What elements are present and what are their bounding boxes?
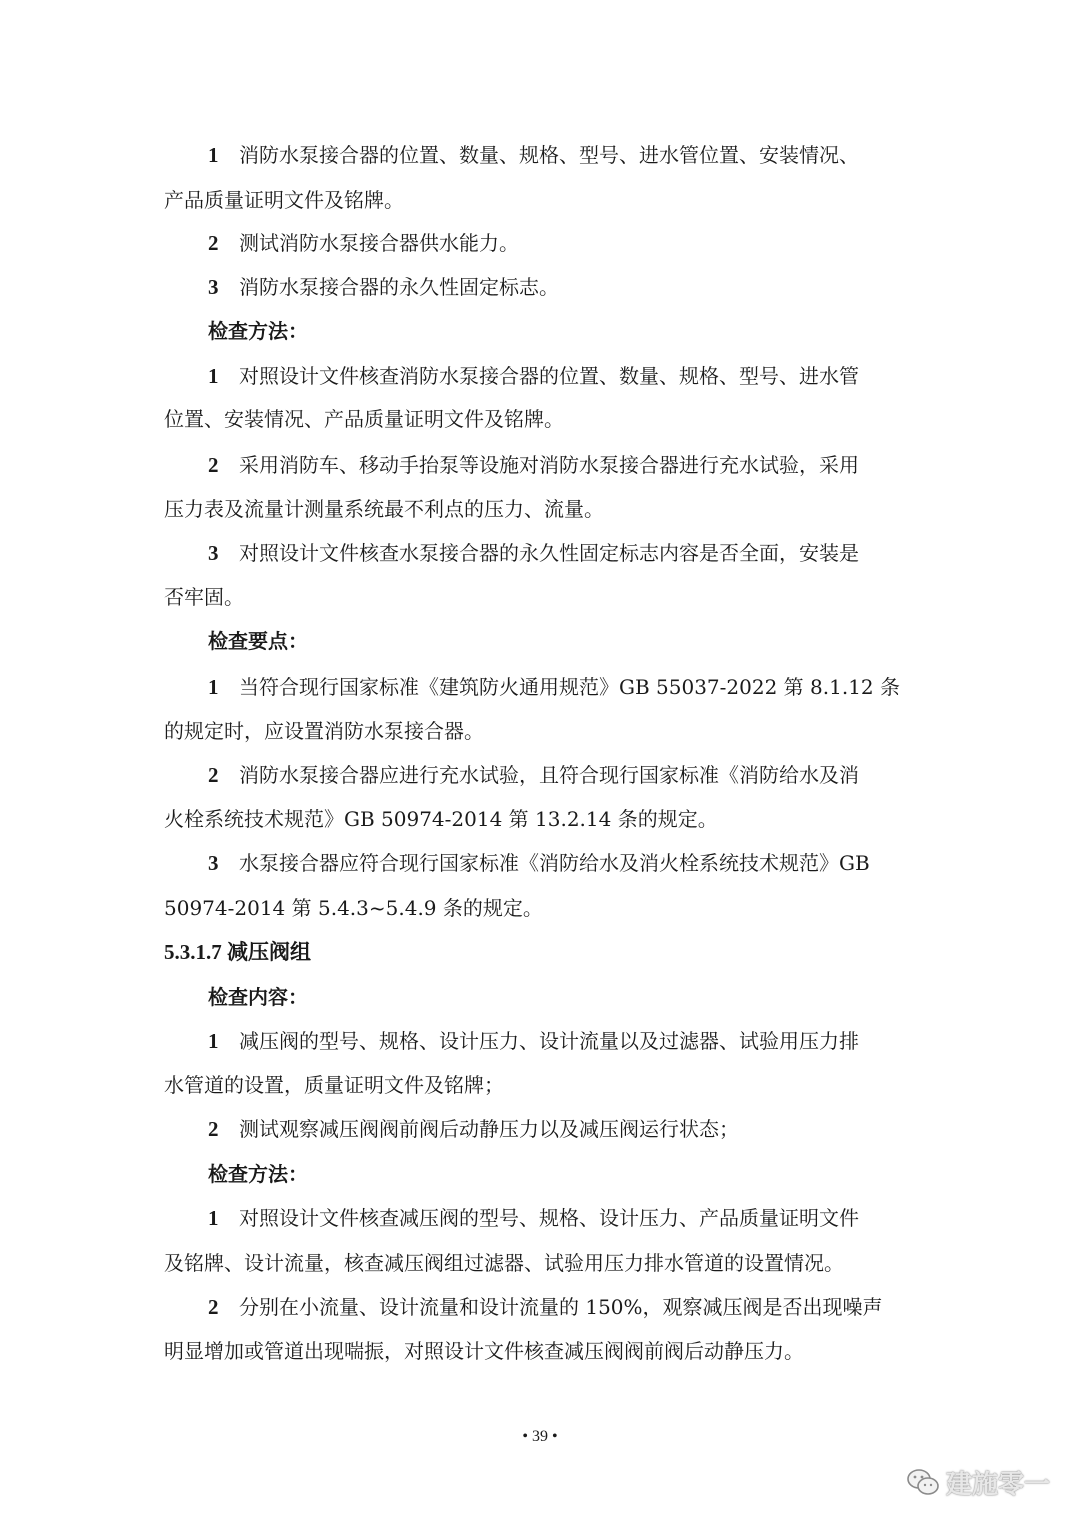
point-item-1 (208, 672, 900, 702)
item-text: 消防水泵接合器应进行充水试验，且符合现行国家标准《消防给水及消 (239, 763, 859, 787)
heading-check-points: 检查要点： (208, 629, 308, 653)
item-number: 1 (208, 143, 219, 167)
method2-item-1-cont: 及铭牌、设计流量，核查减压阀组过滤器、试验用压力排水管道的设置情况。 (164, 1251, 844, 1275)
item-number: 1 (208, 1029, 219, 1053)
item-text: 消防水泵接合器的位置、数量、规格、型号、进水管位置、安装情况、 (239, 143, 859, 167)
page-number: • 39 • (522, 1428, 558, 1445)
point-item-2-cont: 火栓系统技术规范》GB 50974-2014 第 13.2.14 条的规定。 (164, 807, 718, 831)
item-text: 减压阀的型号、规格、设计压力、设计流量以及过滤器、试验用压力排 (239, 1029, 859, 1053)
point-item-1-cont: 的规定时，应设置消防水泵接合器。 (164, 719, 484, 743)
heading-check-method-2: 检查方法： (208, 1162, 308, 1186)
item-number: 2 (208, 453, 219, 477)
method2-item-1 (208, 1203, 859, 1233)
section-heading: 5.3.1.7 减压阀组 (164, 940, 311, 964)
item-text: 测试观察减压阀阀前阀后动静压力以及减压阀运行状态； (239, 1117, 739, 1141)
item-number: 1 (208, 364, 219, 388)
heading-check-content: 检查内容： (208, 985, 308, 1009)
item-number: 2 (208, 1295, 219, 1319)
method-item-1-cont: 位置、安装情况、产品质量证明文件及铭牌。 (164, 407, 564, 431)
method-item-2 (208, 450, 859, 480)
method2-item-2 (208, 1292, 883, 1322)
heading-check-method: 检查方法： (208, 319, 308, 343)
method-item-3-cont: 否牢固。 (164, 585, 244, 609)
item-number: 2 (208, 763, 219, 787)
item-text: 对照设计文件核查减压阀的型号、规格、设计压力、产品质量证明文件 (239, 1206, 859, 1230)
item-number: 2 (208, 1117, 219, 1141)
method-item-1 (208, 361, 859, 391)
point-item-3 (208, 848, 870, 878)
item-text: 对照设计文件核查消防水泵接合器的位置、数量、规格、型号、进水管 (239, 364, 859, 388)
content2-item-2 (208, 1114, 739, 1144)
method2-item-2-cont: 明显增加或管道出现喘振，对照设计文件核查减压阀阀前阀后动静压力。 (164, 1339, 804, 1363)
method-item-2-cont: 压力表及流量计测量系统最不利点的压力、流量。 (164, 497, 604, 521)
watermark (906, 1462, 1050, 1502)
item-text: 测试消防水泵接合器供水能力。 (239, 231, 519, 255)
content2-item-1-cont: 水管道的设置，质量证明文件及铭牌； (164, 1073, 504, 1097)
content-item-1 (208, 140, 859, 170)
content-item-3 (208, 272, 559, 302)
point-item-3-cont: 50974-2014 第 5.4.3~5.4.9 条的规定。 (164, 896, 543, 920)
item-text: 水泵接合器应符合现行国家标准《消防给水及消火栓系统技术规范》GB (239, 851, 870, 875)
item-text: 分别在小流量、设计流量和设计流量的 150%，观察减压阀是否出现噪声 (239, 1295, 883, 1319)
wechat-icon (906, 1467, 940, 1497)
item-number: 3 (208, 541, 219, 565)
content2-item-1 (208, 1026, 859, 1056)
item-text: 当符合现行国家标准《建筑防火通用规范》GB 55037-2022 第 8.1.12 条 (239, 675, 900, 699)
content-item-1-cont: 产品质量证明文件及铭牌。 (164, 188, 404, 212)
item-number: 2 (208, 231, 219, 255)
point-item-2 (208, 760, 859, 790)
item-number: 3 (208, 275, 219, 299)
method-item-3 (208, 538, 859, 568)
item-text: 消防水泵接合器的永久性固定标志。 (239, 275, 559, 299)
content-item-2 (208, 228, 519, 258)
item-number: 3 (208, 851, 219, 875)
item-number: 1 (208, 1206, 219, 1230)
watermark-text: 建施零一 (945, 1469, 1050, 1500)
item-number: 1 (208, 675, 219, 699)
item-text: 对照设计文件核查水泵接合器的永久性固定标志内容是否全面，安装是 (239, 541, 859, 565)
item-text: 采用消防车、移动手抬泵等设施对消防水泵接合器进行充水试验，采用 (239, 453, 859, 477)
